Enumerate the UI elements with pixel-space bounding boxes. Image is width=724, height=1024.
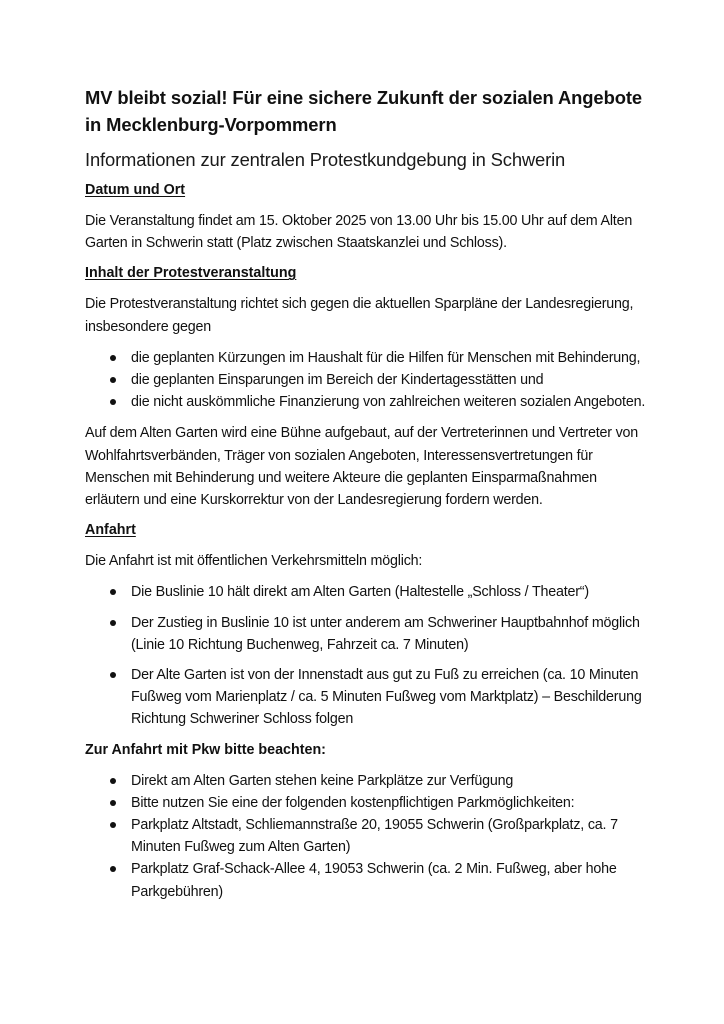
section-heading-anfahrt: Anfahrt (85, 522, 136, 539)
list-item-text: Der Zustieg in Buslinie 10 ist unter anderem am Schweriner Hauptbahnhof möglich (Linie 10 Richtung Buchenweg, Fahrzeit ca. 7 Minuten) (131, 614, 640, 653)
list-item (85, 612, 655, 656)
bullet-icon (110, 589, 116, 595)
list-item (85, 664, 655, 731)
list-item-text: Bitte nutzen Sie eine der folgenden kostenpflichtigen Parkmöglichkeiten: (131, 794, 575, 811)
list-item-text: die geplanten Einsparungen im Bereich der Kindertagesstätten und (131, 372, 544, 389)
list-item-text: die nicht auskömmliche Finanzierung von zahlreichen weiteren sozialen Angeboten. (131, 394, 646, 411)
document-subtitle: Informationen zur zentralen Protestkundgebung in Schwerin (85, 149, 566, 170)
bullet-icon (110, 620, 116, 626)
list-item-text: Parkplatz Graf-Schack-Allee 4, 19053 Schwerin (ca. 2 Min. Fußweg, aber hohe Parkgebühren) (131, 861, 617, 900)
inhalt-text: Auf dem Alten Garten wird eine Bühne aufgebaut, auf der Vertreterinnen und Vertreter von Wohlfahrtsverbänden, Träger von sozialen Angeboten, Interessensvertretungen für Menschen mit Behinderung und weitere Akteure die geplanten Einsparmaßnahmen erläutern und eine Kurskorrektur von der Landesregierung fordern werden. (85, 425, 639, 509)
anfahrt-list (85, 581, 655, 730)
inhalt-list (85, 347, 655, 414)
list-item (85, 814, 655, 858)
bullet-icon (110, 866, 116, 872)
pkw-list (85, 770, 655, 903)
bullet-icon (110, 822, 116, 828)
section-datum-ort (85, 180, 655, 254)
bullet-icon (110, 355, 116, 361)
section-inhalt (85, 263, 655, 511)
section-anfahrt (85, 520, 655, 730)
list-item (85, 581, 655, 603)
list-item (85, 858, 655, 902)
bullet-icon (110, 399, 116, 405)
anfahrt-intro: Die Anfahrt ist mit öffentlichen Verkehrsmitteln möglich: (85, 553, 423, 570)
list-item-text: Der Alte Garten ist von der Innenstadt aus gut zu Fuß zu erreichen (ca. 10 Minuten Fußweg vom Marienplatz / ca. 5 Minuten Fußweg vom Marktplatz) – Beschilderung Richtung Schweriner Schloss folgen (131, 667, 642, 728)
bullet-icon (110, 672, 116, 678)
list-item (85, 347, 655, 369)
section-pkw (85, 740, 655, 903)
document-title: MV bleibt sozial! Für eine sichere Zukunft der sozialen Angebote in Mecklenburg-Vorpommern (85, 87, 642, 135)
datum-ort-text: Die Veranstaltung findet am 15. Oktober 2025 von 13.00 Uhr bis 15.00 Uhr auf dem Alten Garten in Schwerin statt (Platz zwischen Staatskanzlei und Schloss). (85, 213, 633, 252)
section-heading-datum-ort: Datum und Ort (85, 182, 186, 198)
document-page (85, 84, 655, 912)
list-item (85, 391, 655, 413)
bullet-icon (110, 377, 116, 383)
list-item (85, 792, 655, 814)
section-heading-inhalt: Inhalt der Protestveranstaltung (85, 265, 297, 282)
list-item-text: die geplanten Kürzungen im Haushalt für die Hilfen für Menschen mit Behinderung, (131, 349, 641, 366)
list-item-text: Parkplatz Altstadt, Schliemannstraße 20, 19055 Schwerin (Großparkplatz, ca. 7 Minuten Fußweg zum Alten Garten) (131, 817, 618, 856)
list-item-text: Direkt am Alten Garten stehen keine Parkplätze zur Verfügung (131, 772, 514, 789)
list-item (85, 369, 655, 391)
list-item-text: Die Buslinie 10 hält direkt am Alten Garten (Haltestelle „Schloss / Theater“) (131, 584, 589, 601)
bullet-icon (110, 778, 116, 784)
section-heading-pkw: Zur Anfahrt mit Pkw bitte beachten: (85, 741, 326, 758)
bullet-icon (110, 800, 116, 806)
inhalt-intro: Die Protestveranstaltung richtet sich gegen die aktuellen Sparpläne der Landesregierung, insbesondere gegen (85, 296, 634, 335)
list-item (85, 770, 655, 792)
